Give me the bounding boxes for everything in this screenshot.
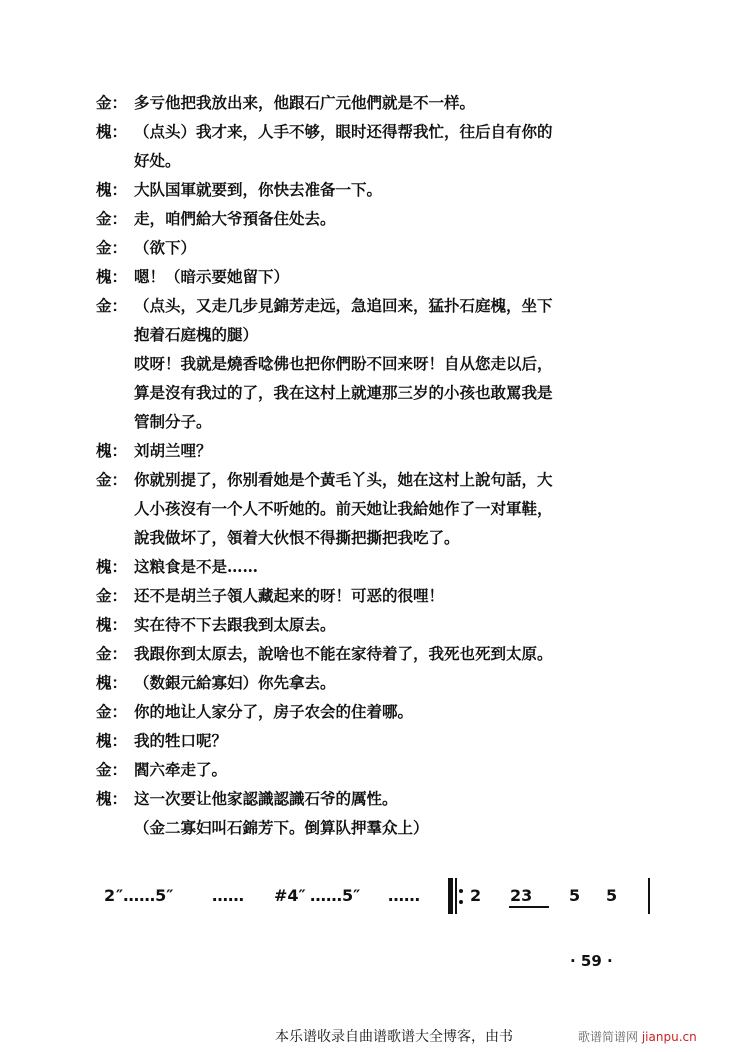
line-text: （点头）我才来，人手不够，眼时还得帮我忙，往后自有你的 bbox=[134, 122, 553, 141]
speaker-label: 槐： bbox=[96, 557, 128, 576]
dialogue-line bbox=[96, 610, 676, 639]
line-text: （点头，又走几步見錦芳走远，急追回来，猛扑石庭槐，坐下 bbox=[134, 296, 553, 315]
speaker-label: 金： bbox=[96, 760, 128, 779]
speaker-label: 金： bbox=[96, 644, 128, 663]
dialogue-line bbox=[96, 233, 676, 262]
jianpu-notation-line bbox=[100, 878, 660, 918]
eighth-note-underline bbox=[509, 906, 549, 908]
repeat-bar-thick bbox=[448, 878, 453, 914]
repeat-bar-thin bbox=[455, 878, 457, 914]
music-note: ″……5″ bbox=[116, 886, 174, 905]
line-text: 嗯！（暗示要她留下） bbox=[134, 267, 290, 286]
line-text: 閻六牵走了。 bbox=[134, 760, 228, 779]
site-watermark bbox=[578, 1028, 697, 1045]
line-text: 大队国軍就要到，你快去准备一下。 bbox=[134, 180, 383, 199]
dialogue-line bbox=[96, 407, 676, 436]
line-text: （欲下） bbox=[134, 238, 197, 257]
speaker-label: 槐： bbox=[96, 731, 128, 750]
dialogue-line bbox=[96, 494, 676, 523]
line-text: 我跟你到太原去，說啥也不能在家待着了，我死也死到太原。 bbox=[134, 644, 553, 663]
dialogue-line bbox=[96, 175, 676, 204]
dialogue-line bbox=[96, 262, 676, 291]
dialogue-line bbox=[96, 697, 676, 726]
dialogue-block bbox=[96, 88, 676, 842]
music-note: 23 bbox=[510, 886, 533, 905]
music-note: …… bbox=[212, 886, 244, 905]
speaker-label: 金： bbox=[96, 702, 128, 721]
music-note: 2 bbox=[470, 886, 482, 905]
speaker-label: 槐： bbox=[96, 180, 128, 199]
speaker-label: 金： bbox=[96, 209, 128, 228]
dialogue-line bbox=[96, 146, 676, 175]
music-note: #4″ bbox=[274, 886, 306, 905]
line-text: 算是沒有我过的了，我在这村上就連那三岁的小孩也敢罵我是 bbox=[134, 383, 553, 402]
line-text: 走，咱們給大爷預备住处去。 bbox=[134, 209, 336, 228]
line-text: 你就别提了，你别看她是个黃毛丫头，她在这村上說句話，大 bbox=[134, 470, 553, 489]
line-text: （数銀元給寡妇）你先拿去。 bbox=[134, 673, 336, 692]
dialogue-line bbox=[96, 639, 676, 668]
dialogue-line bbox=[96, 581, 676, 610]
line-text: 人小孩沒有一个人不听她的。前天她让我給她作了一对軍鞋， bbox=[134, 499, 553, 518]
repeat-dot bbox=[459, 889, 463, 893]
line-text: 你的地让人家分了，房子农会的住着哪。 bbox=[134, 702, 414, 721]
line-text: 哎呀！我就是燒香唸佛也把你們盼不回来呀！自从您走以后， bbox=[134, 354, 553, 373]
dialogue-line bbox=[96, 726, 676, 755]
dialogue-line bbox=[96, 523, 676, 552]
speaker-label: 槐： bbox=[96, 122, 128, 141]
speaker-label: 槐： bbox=[96, 789, 128, 808]
speaker-label: 槐： bbox=[96, 673, 128, 692]
line-text: 这一次要让他家認識認識石爷的厲性。 bbox=[134, 789, 398, 808]
speaker-label: 金： bbox=[96, 470, 128, 489]
line-text: （金二寡妇叫石錦芳下。倒算队押羣众上） bbox=[134, 818, 429, 837]
dialogue-line bbox=[96, 552, 676, 581]
line-text: 抱着石庭槐的腿） bbox=[134, 325, 259, 344]
dialogue-line bbox=[96, 204, 676, 233]
line-text: 說我做坏了，領着大伙恨不得撕把撕把我吃了。 bbox=[134, 528, 460, 547]
dialogue-line bbox=[96, 320, 676, 349]
speaker-label: 金： bbox=[96, 586, 128, 605]
line-text: 多亏他把我放出来，他跟石广元他們就是不一样。 bbox=[134, 93, 476, 112]
line-text: 我的牲口呢？ bbox=[134, 731, 228, 750]
footer-credit: 本乐谱收录自曲谱歌谱大全博客，由书 bbox=[275, 1029, 513, 1045]
line-text: 实在待不下去跟我到太原去。 bbox=[134, 615, 336, 634]
music-note: ……5″ bbox=[310, 886, 361, 905]
dialogue-line bbox=[96, 755, 676, 784]
speaker-label: 金： bbox=[96, 93, 128, 112]
page-number: · 59 · bbox=[570, 952, 613, 970]
dialogue-line bbox=[96, 349, 676, 378]
barline bbox=[648, 878, 650, 914]
dialogue-line bbox=[96, 668, 676, 697]
dialogue-line bbox=[96, 813, 676, 842]
dialogue-line bbox=[96, 88, 676, 117]
music-note: …… bbox=[388, 886, 420, 905]
watermark-label: 歌谱简谱网 bbox=[578, 1030, 639, 1044]
line-text: 还不是胡兰子領人藏起来的呀！可恶的很哩！ bbox=[134, 586, 445, 605]
dialogue-line bbox=[96, 784, 676, 813]
watermark-site: jianpu.cn bbox=[641, 1030, 697, 1044]
dialogue-line bbox=[96, 436, 676, 465]
dialogue-line bbox=[96, 378, 676, 407]
line-text: 管制分子。 bbox=[134, 412, 212, 431]
line-text: 这粮食是不是…… bbox=[134, 557, 259, 576]
dialogue-line bbox=[96, 465, 676, 494]
speaker-label: 槐： bbox=[96, 615, 128, 634]
music-note: 5 bbox=[606, 886, 618, 905]
speaker-label: 槐： bbox=[96, 267, 128, 286]
speaker-label: 金： bbox=[96, 296, 128, 315]
repeat-dot bbox=[459, 900, 463, 904]
speaker-label: 槐： bbox=[96, 441, 128, 460]
speaker-label: 金： bbox=[96, 238, 128, 257]
dialogue-line bbox=[96, 291, 676, 320]
line-text: 好处。 bbox=[134, 151, 181, 170]
line-text: 刘胡兰哩？ bbox=[134, 441, 212, 460]
music-note: 5 bbox=[569, 886, 581, 905]
music-note: 2 bbox=[104, 886, 116, 905]
dialogue-line bbox=[96, 117, 676, 146]
